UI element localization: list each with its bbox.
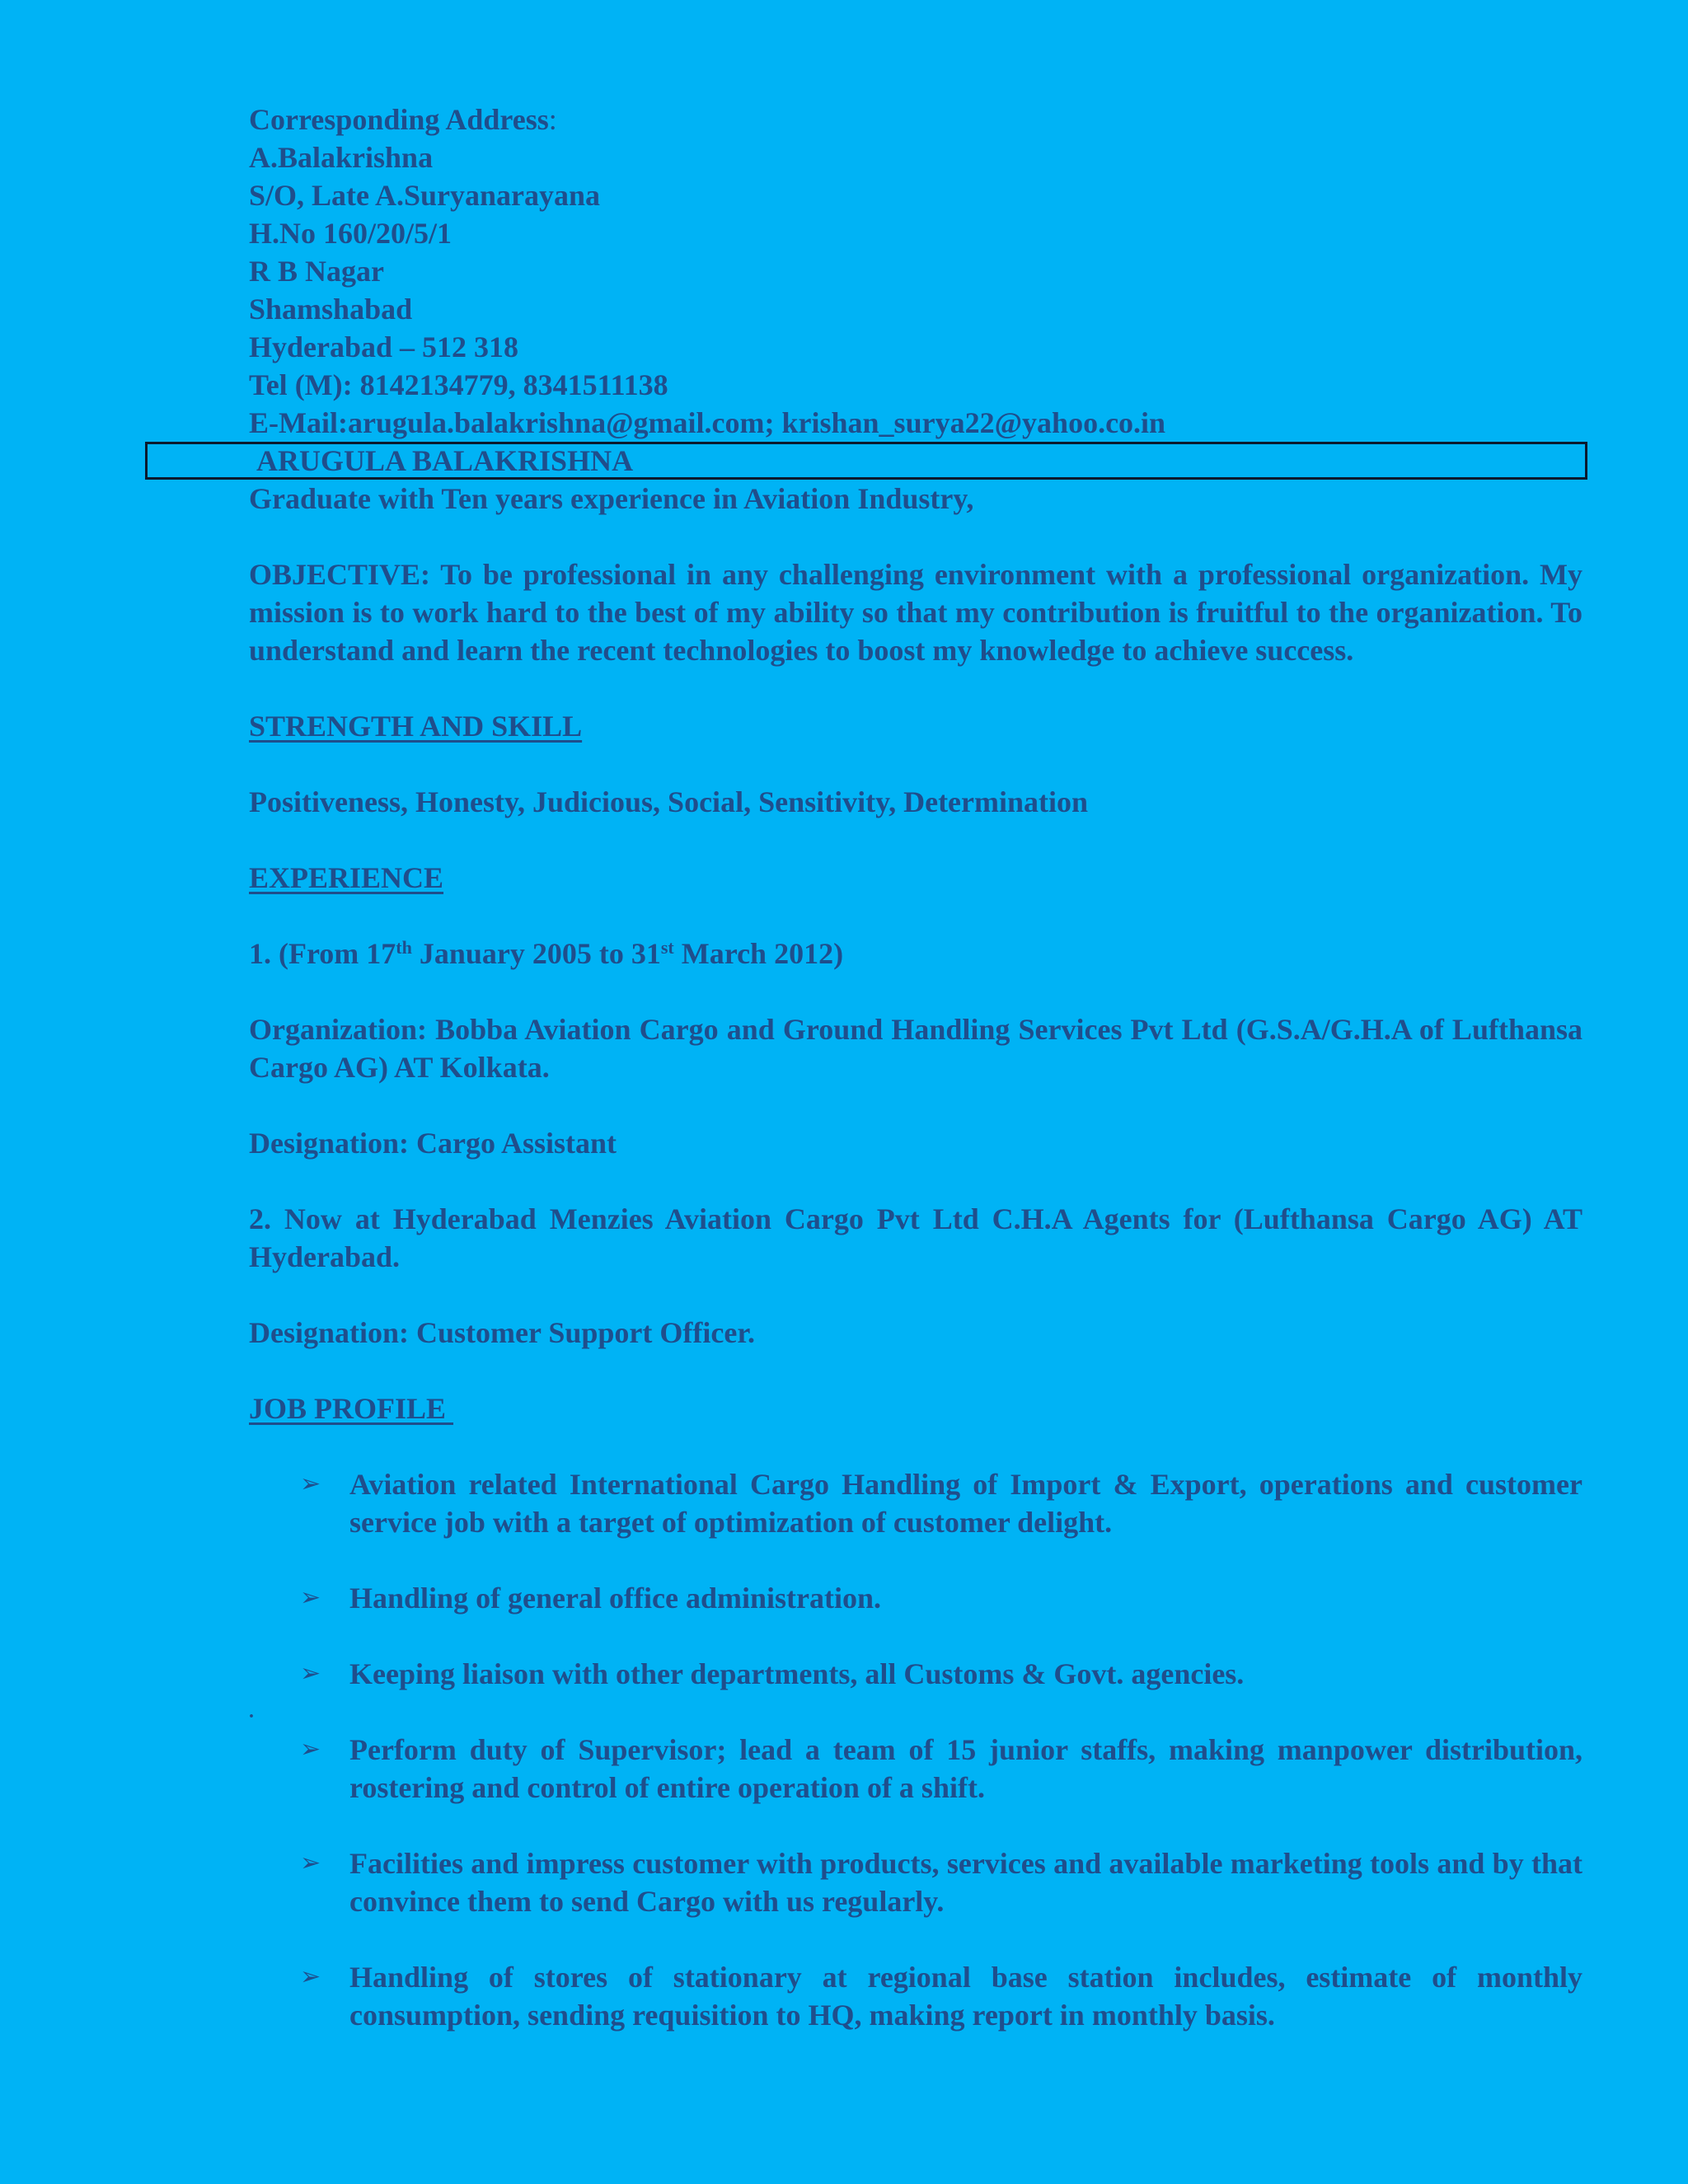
job2-organization: 2. Now at Hyderabad Menzies Aviation Cargo Pvt Ltd C.H.A Agents for (Lufthansa Cargo AG) AT Hyderabad. [249, 1202, 1582, 1273]
arrow-bullet-icon: ➢ [300, 1583, 321, 1612]
stray-period: . [249, 1701, 254, 1722]
address-line-area: R B Nagar [249, 255, 384, 288]
arrow-bullet-icon: ➢ [300, 1735, 321, 1764]
spacer [249, 669, 1582, 707]
job-profile-heading: JOB PROFILE [249, 1392, 454, 1425]
spacer [249, 1427, 1582, 1465]
address-line-house: H.No 160/20/5/1 [249, 217, 452, 250]
address-line-phone: Tel (M): 8142134779, 8341511138 [249, 368, 668, 401]
spacer [249, 518, 1582, 555]
spacer [249, 1352, 1582, 1390]
spacer [249, 1086, 1582, 1124]
spacer [249, 821, 1582, 859]
job1-organization: Organization: Bobba Aviation Cargo and Ground Handling Services Pvt Ltd (G.S.A/G.H.A of Lufthansa Cargo AG) AT Kolkata. [249, 1013, 1582, 1084]
spacer [249, 745, 1582, 783]
spacer [249, 897, 1582, 935]
spacer [300, 1541, 1582, 1579]
list-item: ➢ Handling of general office administration. [300, 1579, 1582, 1617]
list-item: ➢ Perform duty of Supervisor; lead a team of 15 junior staffs, making manpower distribution, rostering and control of entire operation of a shift. [300, 1731, 1582, 1807]
job2-designation: Designation: Customer Support Officer. [249, 1316, 755, 1349]
spacer [300, 1807, 1582, 1844]
address-line-locality: Shamshabad [249, 293, 413, 326]
experience-heading: EXPERIENCE [249, 861, 444, 894]
summary-line: Graduate with Ten years experience in Aviation Industry, [249, 482, 974, 515]
arrow-bullet-icon: ➢ [300, 1849, 321, 1877]
address-heading: Corresponding Address: [249, 103, 557, 136]
address-line-email: E-Mail:arugula.balakrishna@gmail.com; krishan_surya22@yahoo.co.in [249, 406, 1166, 439]
strength-heading: STRENGTH AND SKILL [249, 710, 583, 743]
list-item: ➢ Keeping liaison with other departments, all Customs & Govt. agencies. [300, 1655, 1582, 1693]
job-profile-list-continued [249, 1731, 1582, 2034]
list-item: ➢ Aviation related International Cargo Handling of Import & Export, operations and customer service job with a target of optimization of customer delight. [300, 1465, 1582, 1541]
arrow-bullet-icon: ➢ [300, 1659, 321, 1688]
job-profile-list [249, 1465, 1582, 1693]
spacer [249, 1162, 1582, 1200]
address-line-relation: S/O, Late A.Suryanarayana [249, 179, 601, 212]
job1-designation: Designation: Cargo Assistant [249, 1127, 617, 1160]
list-item: ➢ Facilities and impress customer with products, services and available marketing tools and by that convince them to send Cargo with us regularly. [300, 1844, 1582, 1920]
strength-text: Positiveness, Honesty, Judicious, Social, Sensitivity, Determination [249, 785, 1089, 818]
spacer [300, 1617, 1582, 1655]
spacer [249, 972, 1582, 1010]
list-item: ➢ Handling of stores of stationary at regional base station includes, estimate of monthly consumption, sending requisition to HQ, making report in monthly basis. [300, 1958, 1582, 2034]
arrow-bullet-icon: ➢ [300, 1962, 321, 1991]
address-line-city: Hyderabad – 512 318 [249, 330, 519, 363]
job1-period: 1. (From 17th January 2005 to 31st March 2012) [249, 937, 844, 970]
arrow-bullet-icon: ➢ [300, 1469, 321, 1498]
resume-content [249, 101, 1582, 2034]
address-line-name: A.Balakrishna [249, 141, 434, 174]
spacer [249, 1276, 1582, 1314]
objective-paragraph: OBJECTIVE: To be professional in any challenging environment with a professional organization. My mission is to work hard to the best of my ability so that my contribution is fruitful to the organization. To understand and learn the recent technologies to boost my knowledge to achieve success. [249, 558, 1582, 667]
spacer [300, 1920, 1582, 1958]
candidate-name: ARUGULA BALAKRISHNA [145, 442, 1587, 480]
